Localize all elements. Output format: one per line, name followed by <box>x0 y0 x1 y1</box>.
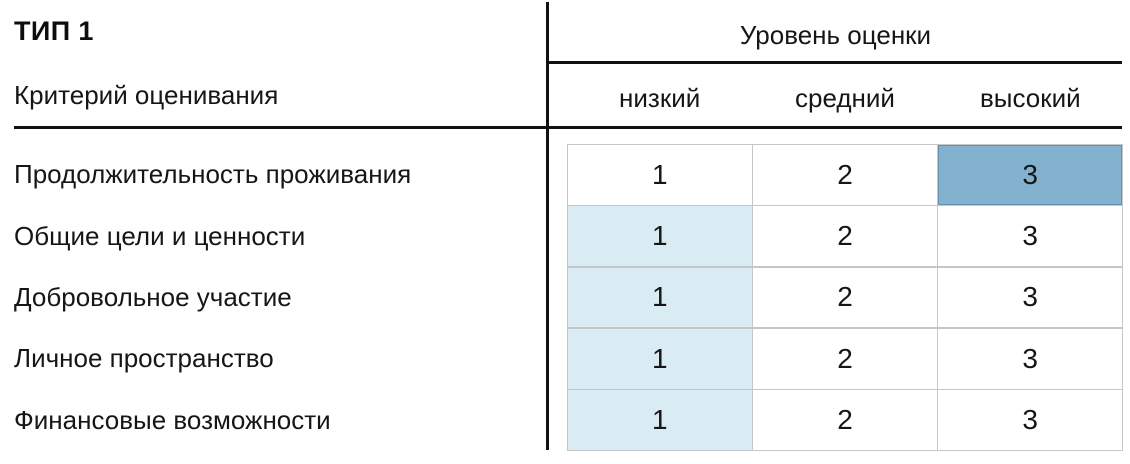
score-cell: 3 <box>938 390 1122 450</box>
column-group-label: Уровень оценки <box>739 20 932 50</box>
criterion-label: Общие цели и ценности <box>14 220 306 251</box>
score-cell: 1 <box>568 145 752 205</box>
score-cell-highlighted-light: 1 <box>568 390 752 450</box>
row-header-label: Критерий оценивания <box>14 80 279 110</box>
score-cell-highlighted-light: 1 <box>568 268 752 328</box>
criterion-label: Финансовые возможности <box>14 404 331 435</box>
score-cell: 3 <box>938 206 1122 266</box>
header-rule-bottom <box>14 126 1122 129</box>
criterion-label: Личное пространство <box>14 343 274 374</box>
score-cell: 2 <box>753 329 937 389</box>
score-grid <box>567 144 1123 451</box>
table-title: ТИП 1 <box>14 16 94 46</box>
column-headers-row <box>567 64 1123 126</box>
score-cell-highlighted-light: 1 <box>568 329 752 389</box>
score-cell: 3 <box>938 268 1122 328</box>
criterion-label: Продолжительность проживания <box>14 159 412 190</box>
score-cell: 2 <box>753 268 937 328</box>
column-header-medium: средний <box>795 82 895 113</box>
score-cell: 2 <box>753 145 937 205</box>
score-cell: 3 <box>938 329 1122 389</box>
score-cell: 2 <box>753 206 937 266</box>
criteria-labels-column <box>14 144 542 451</box>
column-header-low: низкий <box>619 82 701 113</box>
criterion-label: Добровольное участие <box>14 281 292 312</box>
column-header-high: высокий <box>979 82 1081 113</box>
score-cell: 2 <box>753 390 937 450</box>
score-cell-highlighted-light: 1 <box>568 206 752 266</box>
vertical-divider-line <box>546 2 549 450</box>
score-cell-highlighted-strong: 3 <box>938 145 1122 205</box>
